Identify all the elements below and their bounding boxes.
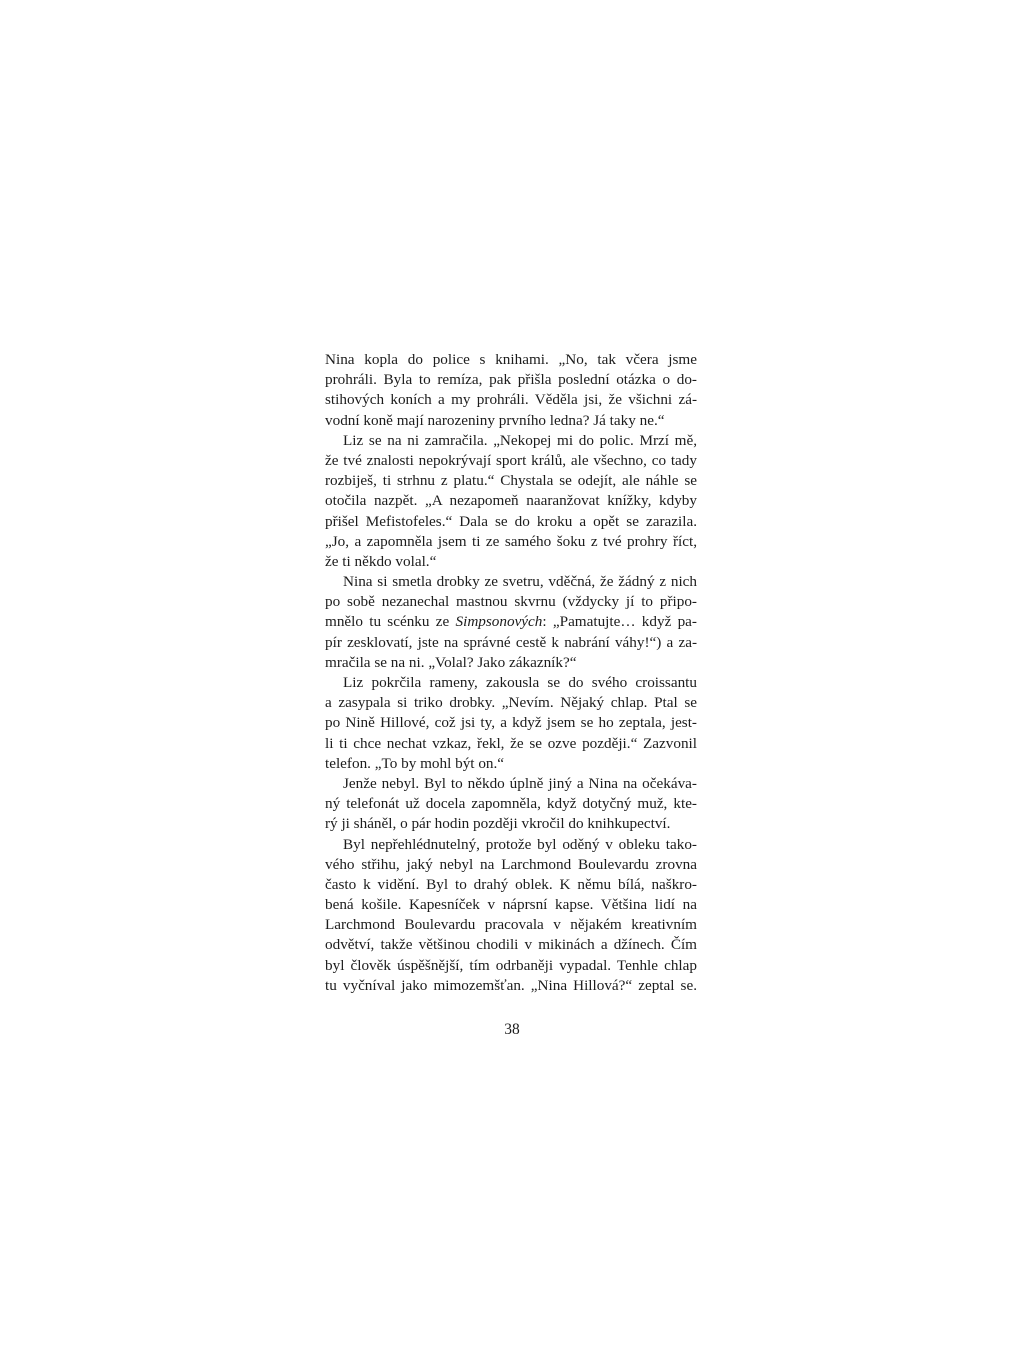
text-line: Jenže nebyl. Byl to někdo úplně jiný a Nina na očekáva-	[343, 774, 697, 792]
text-line: byl člověk úspěšnější, tím odrbaněji vypadal. Tenhle chlap	[325, 956, 697, 974]
text-line: ný telefonát už docela zapomněla, když dotyčný muž, kte-	[325, 795, 697, 813]
text-line: telefon. „To by mohl být on.“	[325, 754, 505, 772]
text-line: že ti někdo volal.“	[325, 552, 437, 570]
text-line: vodní koně mají narozeniny prvního ledna? Já taky ne.“	[325, 411, 665, 429]
text-line: po sobě nezanechal mastnou skvrnu (vždycky jí to připo-	[325, 593, 697, 611]
text-line: Nina kopla do police s knihami. „No, tak včera jsme	[325, 351, 697, 368]
text-segment: mnělo tu scénku ze	[325, 613, 456, 631]
text-line: Nina si smetla drobky ze svetru, vděčná, že žádný z nich	[343, 573, 697, 591]
text-line: „Jo, a zapomněla jsem ti ze samého šoku z tvé prohry říct,	[325, 532, 697, 550]
text-line: že tvé znalosti nepokrývají sport králů, ale všechno, co tady	[325, 451, 697, 469]
text-line: přišel Mefistofeles.“ Dala se do kroku a opět se zarazila.	[325, 512, 697, 530]
text-line: často k vidění. Byl to drahý oblek. K němu bílá, naškro-	[325, 875, 697, 893]
text-line: mračila se na ni. „Volal? Jako zákazník?“	[325, 653, 577, 671]
text-line: pír zesklovatí, jste na správné cestě k nabrání váhy!“) a za-	[325, 633, 697, 651]
text-line: otočila nazpět. „A nezapomeň naaranžovat knížky, kdyby	[325, 492, 697, 510]
text-line: rý ji sháněl, o pár hodin později vkročil do knihkupectví.	[325, 815, 671, 833]
text-line: Byl nepřehlédnutelný, protože byl oděný v obleku tako-	[343, 835, 697, 853]
text-line: Larchmond Boulevardu pracovala v nějakém kreativním	[325, 916, 697, 934]
text-line: vého střihu, jaký nebyl na Larchmond Boulevardu zrovna	[325, 855, 697, 873]
text-line: rozbiješ, ti strhnu z platu.“ Chystala se odejít, ale náhle se	[325, 472, 697, 490]
text-line: prohráli. Byla to remíza, pak přišla poslední otázka o do-	[325, 371, 697, 389]
text-line: Liz se na ni zamračila. „Nekopej mi do polic. Mrzí mě,	[343, 431, 697, 449]
text-line: odvětví, takže většinou chodili v mikinách a džínech. Čím	[325, 936, 697, 954]
text-segment: : „Pamatujte… když pa-	[542, 613, 697, 631]
text-line: bená košile. Kapesníček v náprsní kapse. Většina lidí na	[325, 896, 697, 914]
text-line: stihových koních a my prohráli. Věděla jsi, že všichni zá-	[325, 391, 697, 409]
page-number: 38	[504, 1021, 520, 1038]
text-line: li ti chce nechat vzkaz, řekl, že se ozve později.“ Zazvonil	[325, 734, 697, 752]
text-line: po Nině Hillové, což jsi ty, a když jsem se ho zeptala, jest-	[325, 714, 697, 732]
text-line: a zasypala si triko drobky. „Nevím. Nějaký chlap. Ptal se	[325, 694, 697, 712]
text-line: tu vyčníval jako mimozemšťan. „Nina Hillová?“ zeptal se.	[325, 976, 697, 994]
text-line-with-title	[325, 612, 697, 632]
italic-title: Simpsonových	[455, 613, 543, 631]
text-line: Liz pokrčila rameny, zakousla se do svého croissantu	[343, 674, 697, 691]
body-text	[325, 350, 697, 996]
